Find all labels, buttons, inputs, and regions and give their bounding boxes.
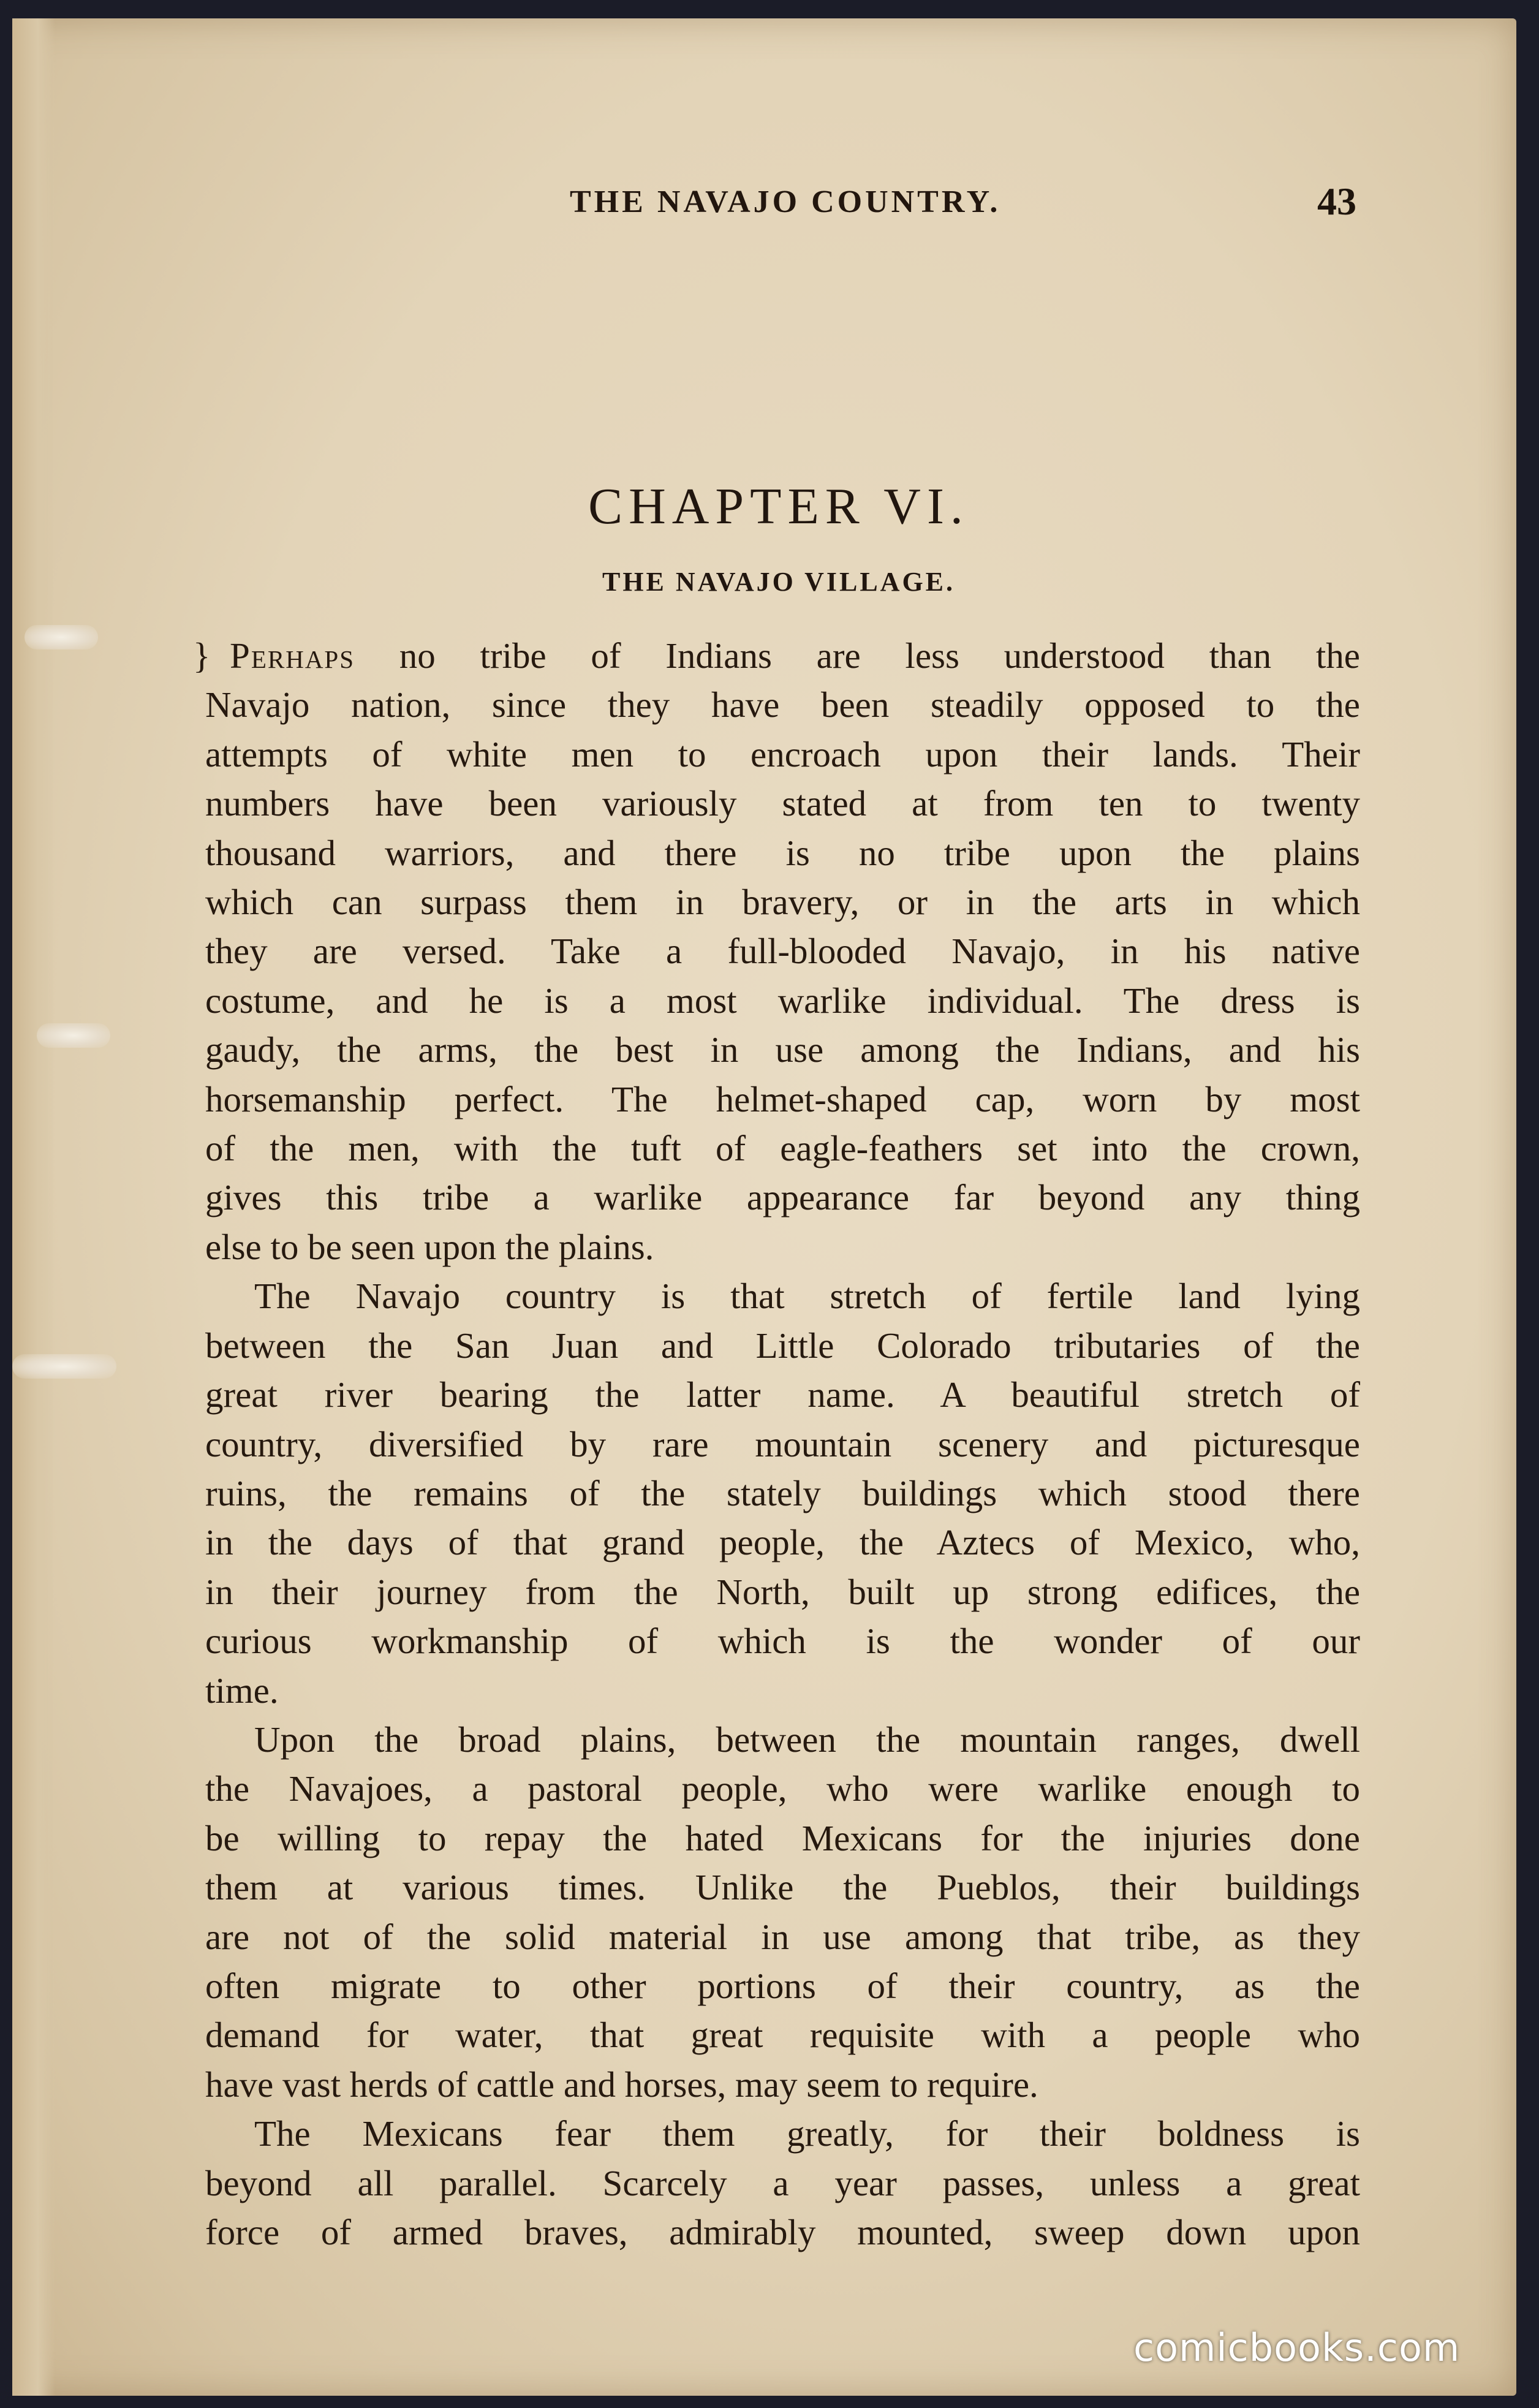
text-line: gives this tribe a warlike appearance far beyond any thing xyxy=(205,1177,1360,1218)
text-line: attempts of white men to encroach upon their lands. Their xyxy=(205,733,1360,774)
paragraph-4 xyxy=(205,2109,1360,2257)
text-line: be willing to repay the hated Mexicans for the injuries done xyxy=(205,1817,1360,1858)
text-line: ruins, the remains of the stately buildings which stood there xyxy=(205,1472,1360,1513)
paragraph-3 xyxy=(205,1715,1360,2109)
text-line: which can surpass them in bravery, or in the arts in which xyxy=(205,882,1360,923)
text-line: force of armed braves, admirably mounted, sweep down upon xyxy=(205,2212,1360,2252)
text-line: The Navajo country is that stretch of fertile land lying xyxy=(254,1276,1360,1317)
binding-stitch xyxy=(25,625,98,649)
lead-word: Perhaps xyxy=(230,635,355,676)
text-line xyxy=(193,631,1360,680)
text-line: have vast herds of cattle and horses, may seem to require. xyxy=(205,2064,1038,2105)
text-line: Upon the broad plains, between the mountain ranges, dwell xyxy=(254,1719,1360,1760)
text-line: costume, and he is a most warlike individual. The dress is xyxy=(205,980,1360,1021)
site-watermark: comicbooks.com xyxy=(1133,2325,1461,2370)
text-line: in the days of that grand people, the Aztecs of Mexico, who, xyxy=(205,1522,1360,1563)
text-line: they are versed. Take a full-blooded Navajo, in his native xyxy=(205,931,1360,972)
text-line: great river bearing the latter name. A beautiful stretch of xyxy=(205,1374,1360,1415)
line-text: no tribe of Indians are less understood than the xyxy=(355,635,1360,676)
text-line: time. xyxy=(205,1670,279,1711)
body-text xyxy=(193,631,1360,2257)
text-line: country, diversified by rare mountain scenery and picturesque xyxy=(205,1423,1360,1464)
text-line: else to be seen upon the plains. xyxy=(205,1226,654,1267)
text-line: the Navajoes, a pastoral people, who were warlike enough to xyxy=(205,1768,1360,1809)
running-head: THE NAVAJO COUNTRY. xyxy=(570,184,1001,219)
paragraph-2 xyxy=(205,1271,1360,1715)
text-line: are not of the solid material in use among that tribe, as they xyxy=(205,1916,1360,1957)
text-line: of the men, with the tuft of eagle-feathers set into the crown, xyxy=(205,1128,1360,1169)
page-number: 43 xyxy=(1317,180,1356,223)
binding-gutter xyxy=(12,18,55,2396)
text-line: them at various times. Unlike the Pueblos, their buildings xyxy=(205,1867,1360,1908)
text-line: beyond all parallel. Scarcely a year passes, unless a great xyxy=(205,2162,1360,2203)
text-line: horsemanship perfect. The helmet-shaped cap, worn by most xyxy=(205,1078,1360,1119)
text-line: thousand warriors, and there is no tribe upon the plains xyxy=(205,832,1360,873)
text-line: between the San Juan and Little Colorado tributaries of the xyxy=(205,1325,1360,1366)
text-line: numbers have been variously stated at from ten to twenty xyxy=(205,783,1360,824)
text-line: The Mexicans fear them greatly, for their boldness is xyxy=(254,2113,1360,2154)
chapter-subtitle: THE NAVAJO VILLAGE. xyxy=(602,567,956,597)
text-line: often migrate to other portions of their country, as the xyxy=(205,1965,1360,2006)
binding-stitch xyxy=(12,1354,116,1379)
text-line: demand for water, that great requisite with a people who xyxy=(205,2015,1360,2056)
text-line: gaudy, the arms, the best in use among the Indians, and his xyxy=(205,1029,1360,1070)
binding-stitch xyxy=(37,1023,110,1048)
margin-mark: } xyxy=(193,635,211,676)
text-line: in their journey from the North, built up strong edifices, the xyxy=(205,1571,1360,1612)
text-line: curious workmanship of which is the wonder of our xyxy=(205,1621,1360,1662)
chapter-title: CHAPTER VI. xyxy=(588,478,969,535)
paragraph-1 xyxy=(193,631,1360,1271)
text-line: Navajo nation, since they have been steadily opposed to the xyxy=(205,684,1360,725)
